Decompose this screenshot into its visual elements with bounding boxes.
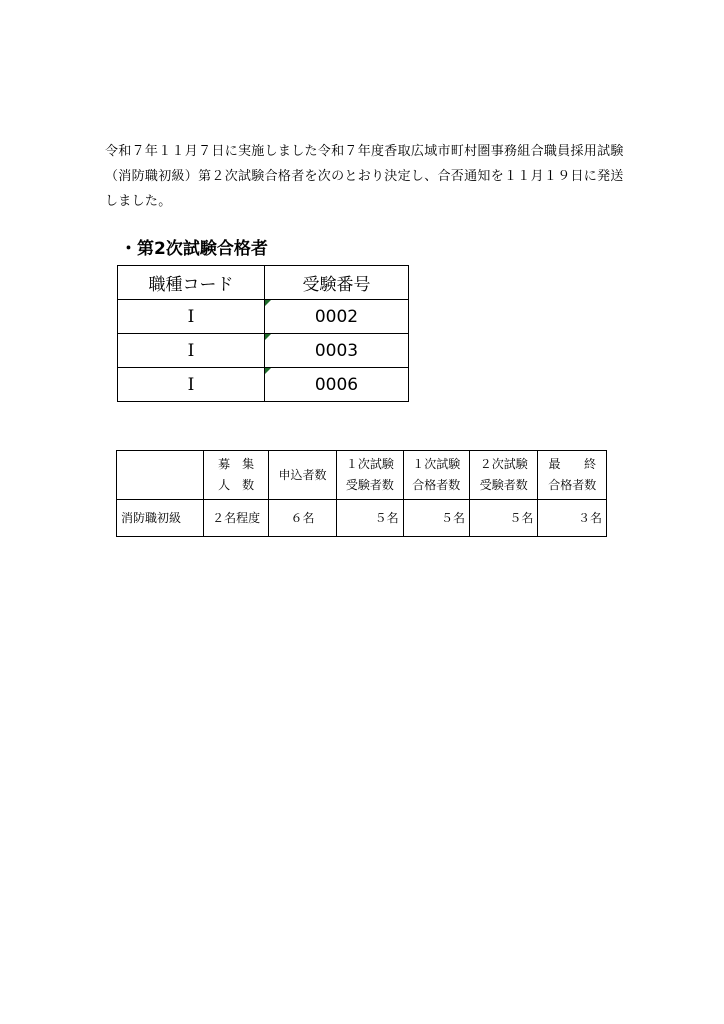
first-passers-cell: ５名 bbox=[403, 500, 469, 537]
first-exam-examinees-header bbox=[337, 451, 403, 500]
category-cell: 消防職初級 bbox=[117, 500, 204, 537]
passers-table bbox=[117, 265, 409, 402]
passers-header-row bbox=[118, 266, 409, 300]
recruit-header-line2: 人 数 bbox=[218, 478, 255, 492]
second-exam-header-line1: ２次試験 bbox=[479, 457, 528, 471]
final-passers-header bbox=[538, 451, 607, 500]
final-header-char2: 終 bbox=[583, 457, 596, 471]
recruit-count-header bbox=[204, 451, 268, 500]
first-pass-header-line1: １次試験 bbox=[412, 457, 461, 471]
final-passers-cell: ３名 bbox=[538, 500, 607, 537]
applicants-header: 申込者数 bbox=[268, 451, 336, 500]
table-row bbox=[117, 500, 607, 537]
recruit-header-line1: 募 集 bbox=[218, 457, 255, 471]
second-exam-examinees-header bbox=[469, 451, 537, 500]
exam-number-cell: 0002 bbox=[265, 300, 409, 334]
table-row bbox=[118, 368, 409, 402]
column-header-exam-number: 受験番号 bbox=[265, 266, 409, 300]
blank-header-cell bbox=[117, 451, 204, 500]
job-code-cell: I bbox=[118, 334, 265, 368]
recruit-count-cell: ２名程度 bbox=[204, 500, 268, 537]
first-exam-header-line2: 受験者数 bbox=[345, 478, 394, 492]
final-header-char1: 最 bbox=[548, 457, 561, 471]
second-exam-header-line2: 受験者数 bbox=[479, 478, 528, 492]
job-code-cell: I bbox=[118, 368, 265, 402]
exam-number-cell: 0003 bbox=[265, 334, 409, 368]
notice-paragraph: 令和７年１１月７日に実施しました令和７年度香取広域市町村圏事務組合職員採用試験（消防職初級）第２次試験合格者を次のとおり決定し、合否通知を１１月１９日に発送しました。 bbox=[105, 144, 624, 209]
exam-number-cell: 0006 bbox=[265, 368, 409, 402]
column-header-job-code: 職種コード bbox=[118, 266, 265, 300]
second-examinees-cell: ５名 bbox=[469, 500, 537, 537]
stats-header-row bbox=[117, 451, 607, 500]
table-row bbox=[118, 300, 409, 334]
first-examinees-cell: ５名 bbox=[337, 500, 403, 537]
applicants-cell: ６名 bbox=[268, 500, 336, 537]
passers-heading: ・第2次試験合格者 bbox=[120, 239, 268, 259]
table-row bbox=[118, 334, 409, 368]
exam-statistics-table bbox=[116, 450, 607, 537]
final-header-line1 bbox=[542, 454, 602, 475]
job-code-cell: I bbox=[118, 300, 265, 334]
first-exam-header-line1: １次試験 bbox=[345, 457, 394, 471]
first-exam-passers-header bbox=[403, 451, 469, 500]
final-header-line2: 合格者数 bbox=[548, 478, 597, 492]
first-pass-header-line2: 合格者数 bbox=[412, 478, 461, 492]
